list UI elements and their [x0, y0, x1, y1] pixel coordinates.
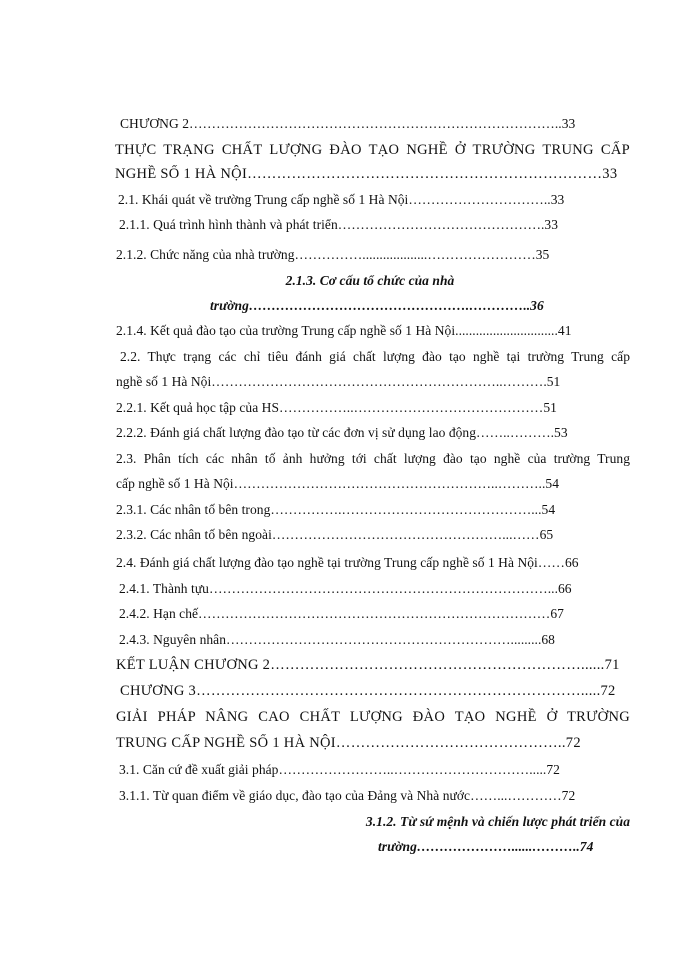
toc-entry-chapter-2-title-line-1: THỰC TRẠNG CHẤT LƯỢNG ĐÀO TẠO NGHỀ Ở TRƯỜNG TRUNG CẤP [115, 142, 630, 158]
toc-entry-chapter-2-title-line-2: NGHỀ SỐ 1 HÀ NỘI………………………………………………………………33 [115, 166, 618, 182]
toc-entry-ket-luan-chuong-2: KẾT LUẬN CHƯƠNG 2………………………………………………………......71 [116, 657, 620, 673]
toc-entry-3-1: 3.1. Căn cứ đề xuất giải pháp……………………..………………………….....72 [119, 762, 560, 777]
toc-entry-2-1-3-line-1: 2.1.3. Cơ cấu tổ chức của nhà [285, 273, 455, 288]
toc-entry-2-1-2: 2.1.2. Chức năng của nhà trường……………...................……………………35 [116, 247, 550, 262]
toc-entry-2-3-line-1: 2.3. Phân tích các nhân tố ảnh hưởng tới chất lượng đào tạo nghề của trường Trung [116, 451, 630, 466]
toc-entry-2-3-1: 2.3.1. Các nhân tố bên trong…………….……………………………………...54 [116, 502, 556, 517]
toc-entry-2-1-1: 2.1.1. Quá trình hình thành và phát triển……………………………………….33 [119, 217, 559, 232]
toc-entry-2-3-line-2: cấp nghề số 1 Hà Nội…………………………………………………..………..54 [116, 476, 559, 491]
toc-entry-2-2-2: 2.2.2. Đánh giá chất lượng đào tạo từ các đơn vị sử dụng lao động……..……….53 [116, 425, 568, 440]
toc-entry-2-2-1: 2.2.1. Kết quả học tập của HS……………..……………………………………51 [116, 400, 557, 415]
toc-entry-2-4-2: 2.4.2. Hạn chế……………………………………………………………………67 [119, 606, 564, 621]
toc-entry-3-1-2-line-2: trường…………………......………..74 [378, 839, 594, 854]
toc-entry-chapter-3-title-line-1: GIẢI PHÁP NÂNG CAO CHẤT LƯỢNG ĐÀO TẠO NGHỀ Ở TRƯỜNG [116, 709, 630, 725]
toc-entry-2-4-3: 2.4.3. Nguyên nhân……………………………………………………….........68 [119, 632, 555, 647]
toc-entry-2-2-line-1: 2.2. Thực trạng các chỉ tiêu đánh giá chất lượng đào tạo nghề tại trường Trung cấp [120, 349, 630, 364]
toc-entry-chapter-2: CHƯƠNG 2………………………………………………………………………..33 [120, 116, 576, 131]
toc-entry-2-4-1: 2.4.1. Thành tựu…………………………………………………………………...66 [119, 581, 572, 596]
toc-entry-2-3-2: 2.3.2. Các nhân tố bên ngoài……………………………………………...……65 [116, 527, 554, 542]
toc-entry-2-2-line-2: nghề số 1 Hà Nội………………………………………………………..……….51 [116, 374, 561, 389]
toc-entry-2-4: 2.4. Đánh giá chất lượng đào tạo nghề tại trường Trung cấp nghề số 1 Hà Nội……66 [116, 555, 579, 570]
toc-entry-3-1-2-line-1: 3.1.2. Từ sứ mệnh và chiến lược phát triển của [365, 814, 630, 829]
toc-entry-2-1: 2.1. Khái quát về trường Trung cấp nghề số 1 Hà Nội…………………………..33 [118, 192, 565, 207]
toc-entry-chapter-3: CHƯƠNG 3…………………………………………………………………….....72 [120, 683, 616, 699]
toc-entry-chapter-3-title-line-2: TRUNG CẤP NGHỀ SỐ 1 HÀ NỘI………………………………………..72 [116, 735, 581, 751]
toc-entry-2-1-4: 2.1.4. Kết quả đào tạo của trường Trung cấp nghề số 1 Hà Nội..............................41 [116, 323, 572, 338]
toc-entry-3-1-1: 3.1.1. Từ quan điểm về giáo dục, đào tạo của Đảng và Nhà nước……...…………72 [119, 788, 576, 803]
toc-entry-2-1-3-line-2: trường………………………………………….…………..36 [210, 298, 544, 313]
